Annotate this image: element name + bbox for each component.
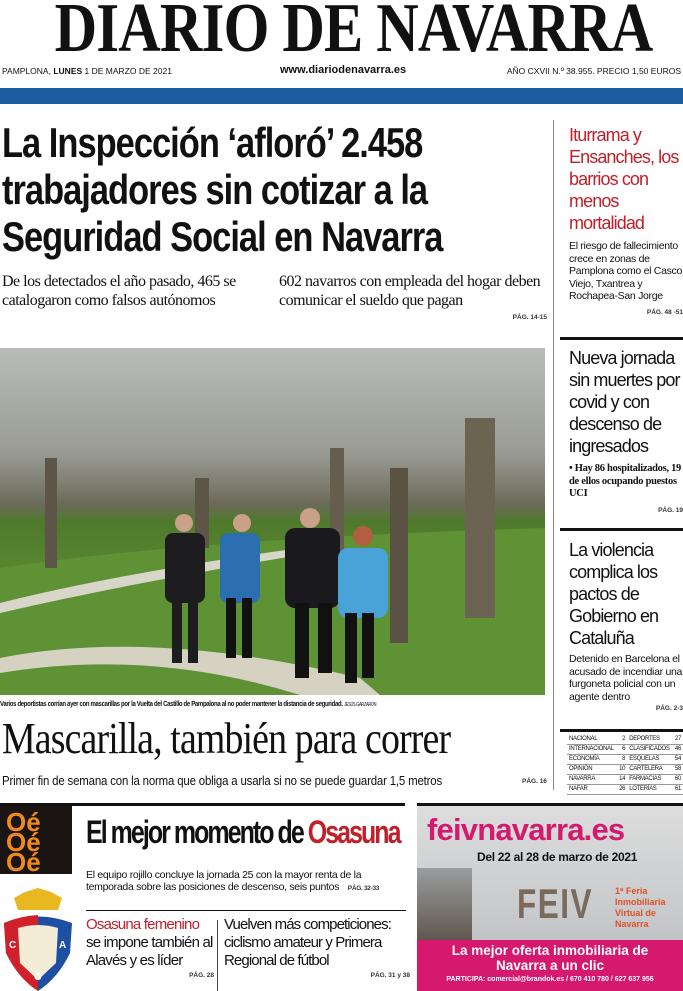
headline-osasuna: Osasuna <box>307 814 400 850</box>
index-page: 8 <box>617 755 627 765</box>
index-section: NACIONAL <box>567 735 617 745</box>
sidebar-text-1: El riesgo de fallecimiento crece en zonas de Pamplona como el Casco Viejo, Txantrea y Rochapea-San Jorge <box>569 240 683 302</box>
feiv-logo: FEIV <box>517 880 594 927</box>
index-section: CLASIFICADOS <box>627 745 672 755</box>
sports-right-block <box>224 916 410 979</box>
lead-sub-right: 602 navarros con empleada del hogar deben comunicar el sueldo que pagan <box>279 273 541 309</box>
caption-text: Varios deportistas corrían ayer con mascarillas por la Vuelta del Castillo de Pampalona al no poder mantener la distancia de seguridad. <box>0 699 343 708</box>
index-page: 58 <box>673 765 683 775</box>
sports-headline[interactable] <box>86 814 400 851</box>
sports-left-block <box>86 916 214 979</box>
index-section: CARTELERA <box>627 765 672 775</box>
sidebar-page-1: PÁG. 48 -51 <box>646 308 683 316</box>
photo-credit: JESÚS GARZARON <box>344 702 377 708</box>
sidebar-page-3: PÁG. 2-3 <box>655 705 683 712</box>
column-divider <box>553 120 554 790</box>
shield-letter: O <box>34 972 42 983</box>
index-page: 54 <box>673 755 683 765</box>
lead-headline[interactable]: La Inspección ‘afloró’ 2.458 trabajadores sin cotizar a la Seguridad Social en Navarra <box>2 119 443 260</box>
index-row <box>567 775 683 785</box>
date-line <box>2 66 172 76</box>
sidebar-headline-1[interactable]: Iturrama y Ensanches, los barrios con menos mortalidad <box>569 125 679 233</box>
oe-text: Oé Oé Oé <box>6 807 41 877</box>
ad-banner <box>417 940 683 991</box>
sidebar-text-3: Detenido en Barcelona el acusado de incendiar una furgoneta policial con un agente dentro <box>569 653 683 703</box>
shield-letter: C <box>9 940 17 951</box>
sports-text: El equipo rojillo concluye la jornada 25 con la mayor renta de la temporada sobre las posiciones de descenso, seis puntos <box>86 869 362 893</box>
place: PAMPLONA, <box>2 66 51 76</box>
sports-left-page: PÁG. 28 <box>189 972 214 979</box>
headline-red: Osasuna femenino <box>86 916 200 933</box>
index-page: 60 <box>673 775 683 785</box>
ad-contact: PARTICIPA: comercial@brandok.es / 670 410 780 / 627 637 956 <box>446 976 654 983</box>
sidebar-story-1 <box>569 124 683 316</box>
index-row <box>567 785 683 795</box>
index-row <box>567 735 683 745</box>
sports-right-page: PÁG. 31 y 38 <box>370 972 410 979</box>
sports-text-block <box>86 869 406 895</box>
divider <box>217 920 218 991</box>
photo-caption <box>0 699 376 708</box>
second-sub: Primer fin de semana con la norma que obliga a usarla si no se puede guardar 1,5 metros <box>2 773 443 788</box>
index-section: ESQUELAS <box>627 755 672 765</box>
index-page: 27 <box>673 735 683 745</box>
index-table <box>567 735 683 795</box>
lead-sub-right-block <box>279 272 547 321</box>
index-page: 10 <box>617 765 627 775</box>
sidebar-headline-2[interactable]: Nueva jornada sin muertes por covid y con descenso de ingresados <box>569 348 680 456</box>
sidebar-headline-3[interactable]: La violencia complica los pactos de Gobierno en Cataluña <box>569 540 659 648</box>
divider <box>86 910 406 911</box>
lead-page: PÁG. 14-15 <box>512 314 547 321</box>
shield-letter: A <box>59 940 67 951</box>
headline-part: El mejor momento de <box>86 814 308 850</box>
index-section: ECONOMÍA <box>567 755 617 765</box>
index-row <box>567 765 683 775</box>
date: 1 DE MARZO DE 2021 <box>84 66 172 76</box>
oe-logo <box>0 806 72 877</box>
index-section: NAVARRA <box>567 775 617 785</box>
masthead-bar <box>0 88 683 104</box>
index-section: OPINIÓN <box>567 765 617 775</box>
day: LUNES <box>53 66 83 76</box>
masthead-title: DIARIO DE NAVARRA <box>54 0 653 67</box>
index-page: 26 <box>617 785 627 795</box>
sidebar-story-3 <box>569 539 683 712</box>
index-page: 6 <box>617 745 627 755</box>
sports-page: PÁG. 32-33 <box>347 885 380 892</box>
sidebar-text-2: • Hay 86 hospitalizados, 19 de ellos ocupando puestos UCI <box>569 463 681 499</box>
sports-right-headline[interactable]: Vuelven más competiciones: ciclismo amateur y Primera Regional de fútbol <box>224 916 391 969</box>
index-row <box>567 745 683 755</box>
divider <box>560 337 683 340</box>
index-page: 61 <box>673 785 683 795</box>
index-section: FARMACIAS <box>627 775 672 785</box>
lead-sub-left: De los detectados el año pasado, 465 se catalogaron como falsos autónomos <box>2 273 236 309</box>
second-headline[interactable]: Mascarilla, también para correr <box>2 714 451 763</box>
second-page: PÁG. 16 <box>522 778 547 785</box>
sports-left-headline[interactable] <box>86 916 214 970</box>
buildings-image <box>417 868 472 940</box>
ad-slogan: La mejor oferta inmobiliaria de Navarra a un clic <box>451 943 649 973</box>
index-section: INTERNACIONAL <box>567 745 617 755</box>
divider <box>560 729 683 732</box>
divider <box>560 528 683 531</box>
index-page: 14 <box>617 775 627 785</box>
headline-rest: se impone también al Alavés y es líder <box>86 934 213 969</box>
index-section: NAFAR <box>567 785 617 795</box>
index-row <box>567 755 683 765</box>
sidebar-page-2: PÁG. 19 <box>658 506 683 514</box>
ad-tagline: 1ª Feria Inmobiliaria Virtual de Navarra <box>615 886 666 929</box>
index-section: LOTERÍAS <box>627 785 672 795</box>
issue-info: AÑO CXVII N.º 38.955. PRECIO 1,50 EUROS <box>506 66 681 76</box>
sidebar-story-2 <box>569 347 683 514</box>
ad-site: feivnavarra.es <box>427 812 625 847</box>
osasuna-shield-icon <box>0 888 76 991</box>
lead-photo[interactable] <box>0 348 545 695</box>
website-link[interactable]: www.diariodenavarra.es <box>280 64 407 76</box>
feiv-ad[interactable] <box>417 803 683 991</box>
runners-park-image <box>0 348 545 695</box>
index-page: 2 <box>617 735 627 745</box>
index-page: 46 <box>673 745 683 755</box>
index-section: DEPORTES <box>627 735 672 745</box>
ad-dates: Del 22 al 28 de marzo de 2021 <box>477 850 638 864</box>
